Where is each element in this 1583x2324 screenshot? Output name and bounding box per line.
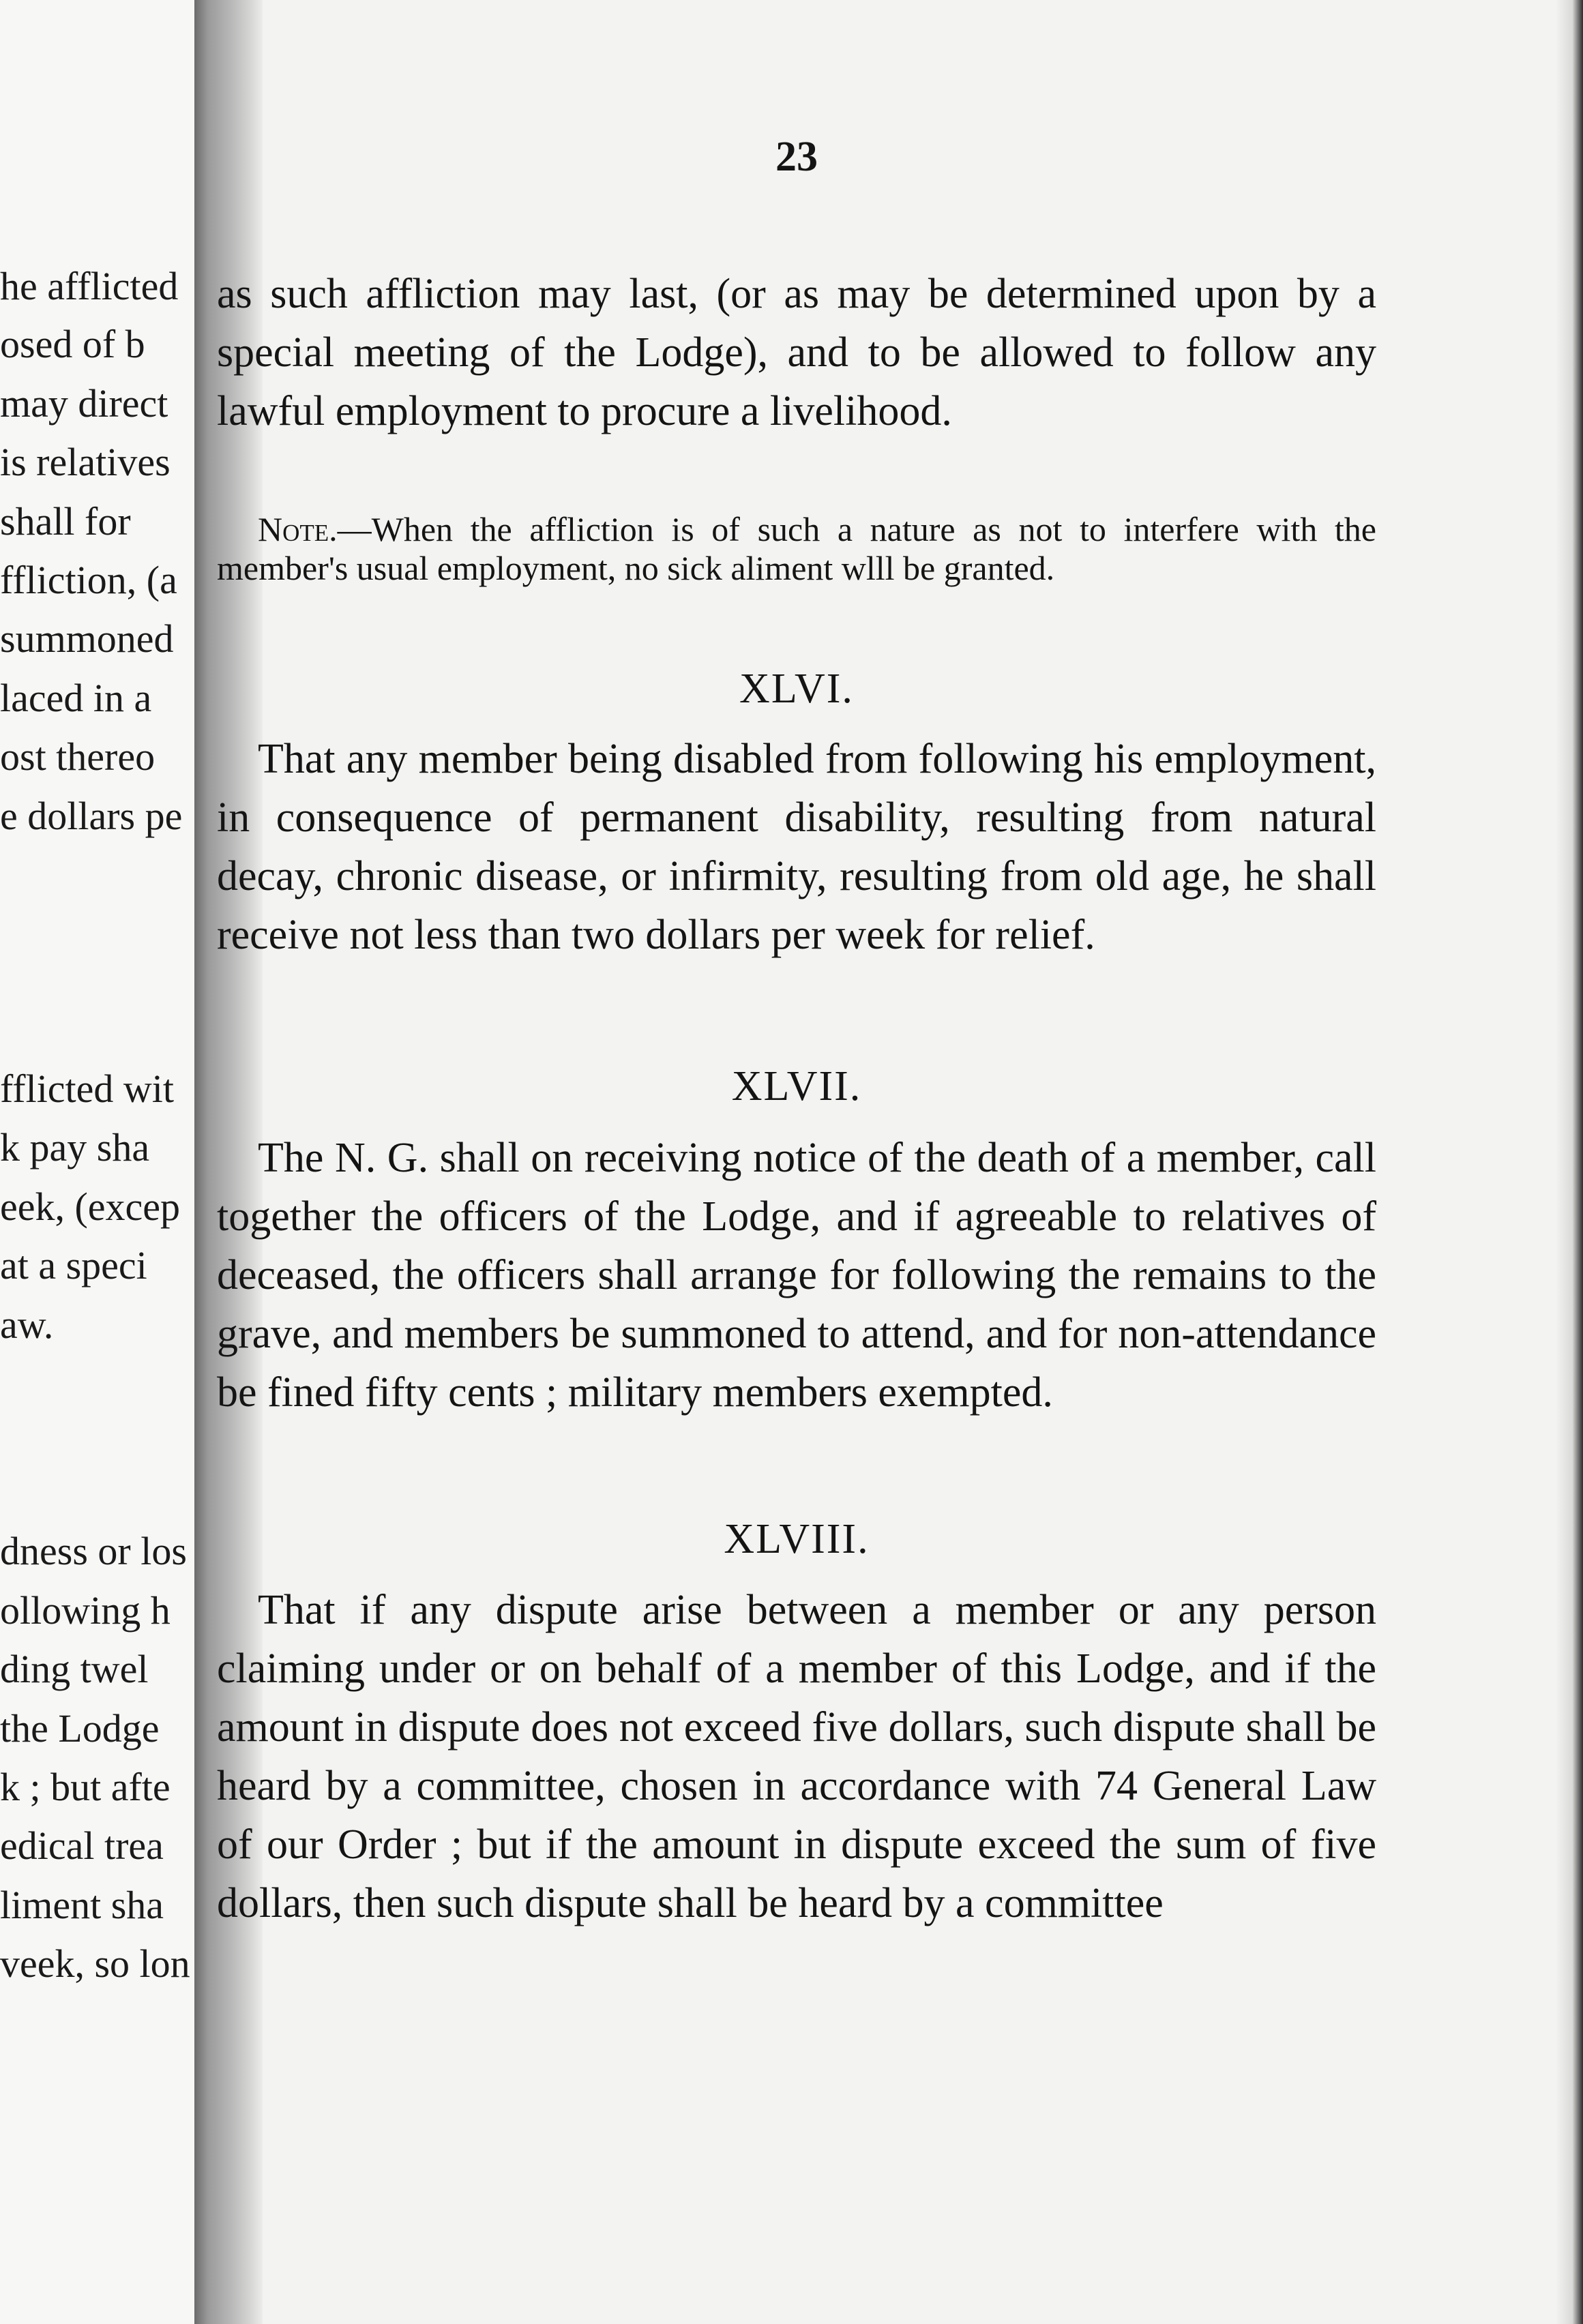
facing-line: veek, so lon [0, 1941, 190, 1986]
facing-line: osed of b [0, 322, 145, 366]
section-text-xlvi [217, 730, 1376, 964]
section-heading-xlvii: XLVII. [731, 1063, 862, 1109]
facing-line: at a speci [0, 1243, 147, 1287]
facing-line: edical trea [0, 1823, 164, 1868]
facing-line: ffliction, (a [0, 558, 177, 602]
section-heading-xlvi: XLVI. [739, 666, 854, 712]
page-number: 23 [775, 134, 818, 180]
facing-line: aw. [0, 1302, 54, 1347]
facing-line: shall for [0, 499, 131, 543]
facing-line: k pay sha [0, 1125, 150, 1170]
book-page [217, 0, 1376, 2324]
facing-page-fragment [0, 0, 205, 2324]
facing-line: the Lodge [0, 1706, 160, 1751]
section-text-xlviii [217, 1581, 1376, 1933]
section-heading-xlviii: XLVIII. [724, 1516, 870, 1562]
facing-line: he afflicted [0, 264, 179, 308]
note-label: Note. [258, 510, 338, 548]
facing-line: eek, (excep [0, 1185, 181, 1229]
facing-line: may direct [0, 381, 168, 426]
section-body: That if any dispute arise between a member or any person claiming under or on behalf of a member of this Lodge, and if the amount in dispute does not exceed five dollars, such dispute shall be heard by a committee, chosen in accordance with 74 General Law of our Order ; but if the amount in dispute exceed the sum of five dollars, then such dispute shall be heard by a committee [217, 1587, 1376, 1926]
section-body: The N. G. shall on receiving notice of the death of a member, call together the officers of the Lodge, and if agreeable to relatives of deceased, the officers shall arrange for following the remains to the grave, and members be summoned to attend, and for non-attendance be fined fifty cents ; military members exempted. [217, 1135, 1376, 1416]
facing-line: liment sha [0, 1883, 164, 1927]
section-body: That any member being disabled from following his employment, in consequence of permanent disability, resulting from natural decay, chronic disease, or infirmity, resulting from old age, he shall receive not less than two dollars per week for relief. [217, 736, 1376, 958]
facing-line: is relatives [0, 440, 171, 484]
section-text-xlvii [217, 1129, 1376, 1422]
facing-line: dness or los [0, 1529, 187, 1573]
facing-line: k ; but afte [0, 1765, 171, 1809]
facing-line: summoned [0, 616, 174, 661]
facing-line: ollowing h [0, 1588, 171, 1633]
facing-line: e dollars pe [0, 794, 183, 838]
page-edge-shadow [1556, 0, 1583, 2324]
facing-line: laced in a [0, 676, 152, 720]
opening-paragraph: as such affliction may last, (or as may be determined upon by a special meeting of the Lodge), and to be allowed to follow any lawful employment to procure a livelihood. [217, 271, 1376, 434]
facing-line: ding twel [0, 1647, 149, 1691]
facing-line: fflicted wit [0, 1067, 175, 1111]
facing-line: ost thereo [0, 734, 156, 779]
note-text: —When the affliction is of such a nature as not to interfere with the member's usual employment, no sick aliment wlll be granted. [217, 510, 1376, 587]
note [217, 510, 1376, 588]
